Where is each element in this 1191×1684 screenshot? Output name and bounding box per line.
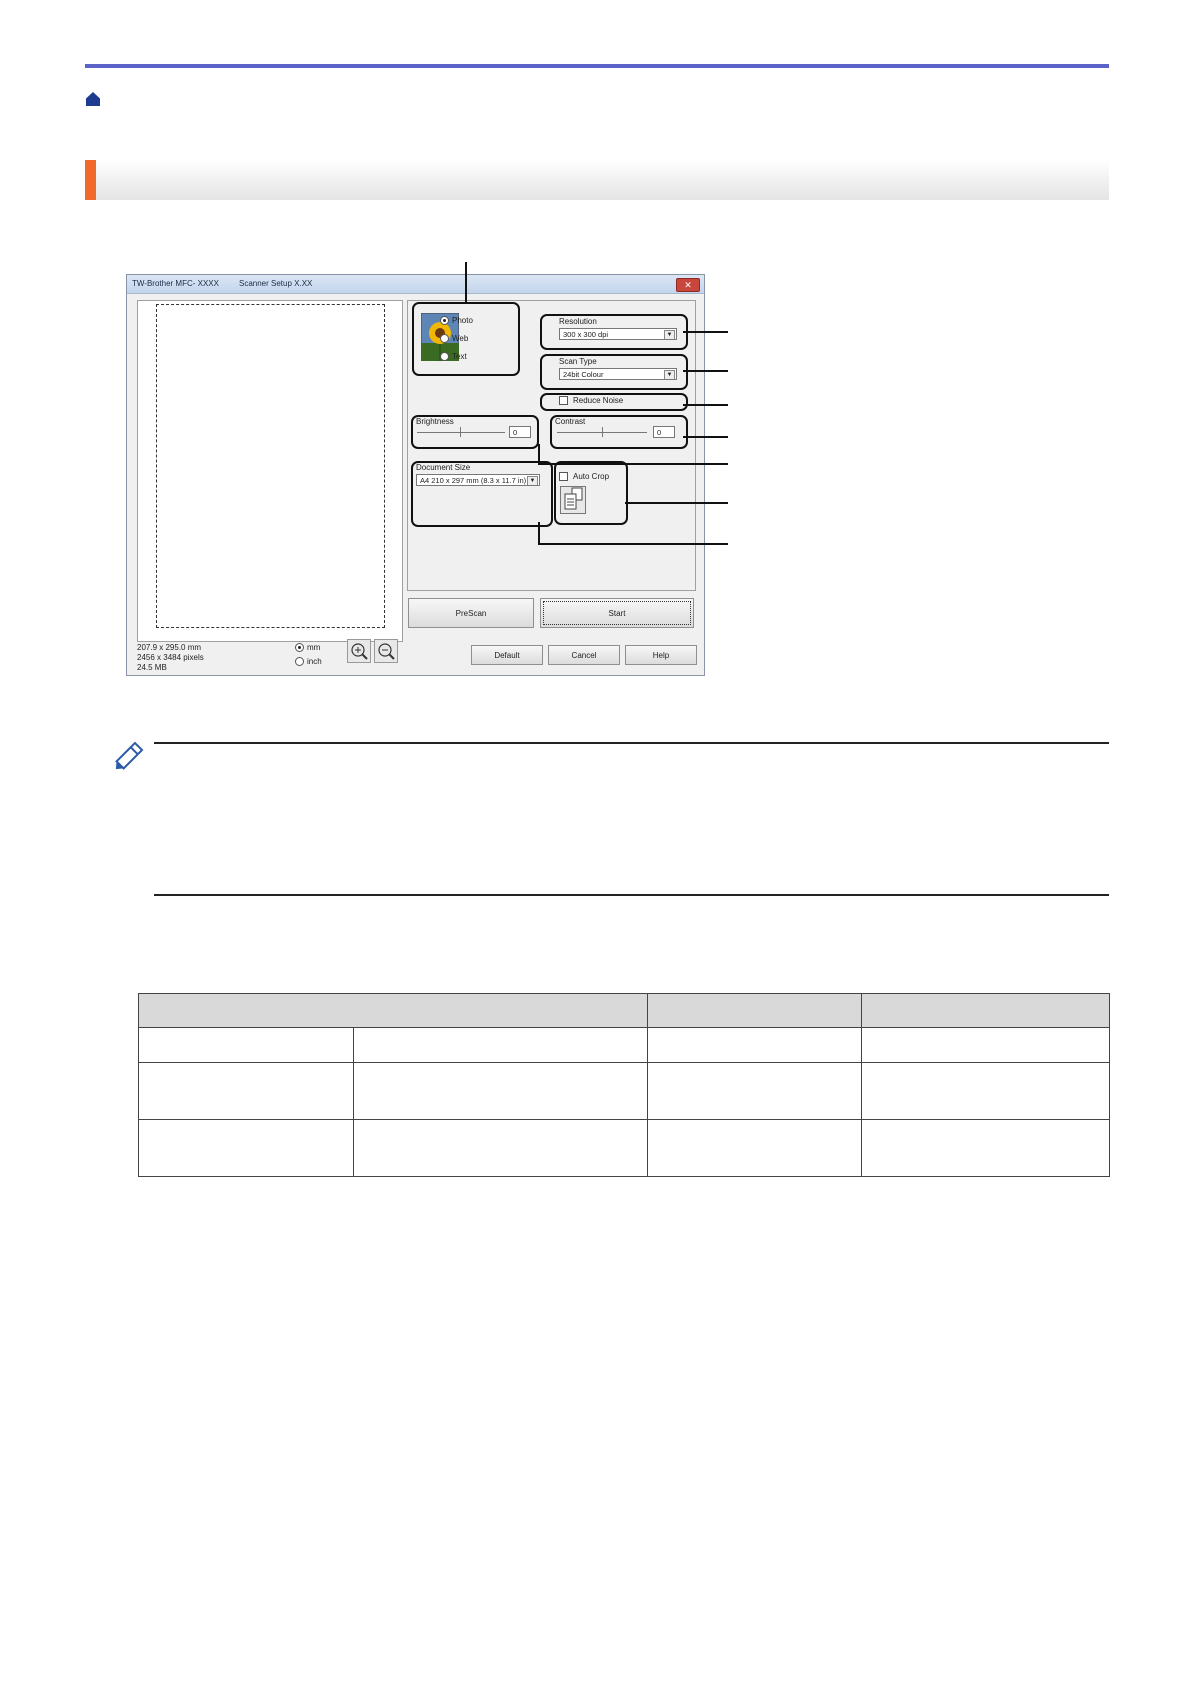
- scan-file-size: 24.5 MB: [137, 663, 167, 672]
- dialog-title-bar: [127, 275, 704, 294]
- scan-size-mm: 207.9 x 295.0 mm: [137, 643, 202, 652]
- auto-crop-checkbox[interactable]: [559, 472, 568, 481]
- scan-mode-photo-label: Photo: [452, 316, 473, 325]
- callout-pointer-scan-type: [683, 370, 728, 372]
- reduce-noise-label: Reduce Noise: [573, 396, 624, 405]
- document-size-value: A4 210 x 297 mm (8.3 x 11.7 in): [420, 476, 527, 485]
- document-size-label: Document Size: [416, 463, 471, 472]
- scan-mode-web-radio[interactable]: [440, 334, 449, 343]
- callout-pointer-reduce-noise: [683, 404, 728, 406]
- dialog-title-version: Scanner Setup X.XX: [239, 279, 313, 288]
- callout-pointer-brightness-v: [538, 444, 540, 464]
- note-bottom-rule: [154, 894, 1109, 896]
- zoom-in-icon: [348, 640, 370, 662]
- brightness-input[interactable]: 0: [509, 426, 531, 438]
- brightness-label: Brightness: [416, 417, 454, 426]
- scan-mode-text-radio[interactable]: [440, 352, 449, 361]
- chevron-down-icon: ▼: [664, 330, 675, 340]
- scan-size-pixels: 2456 x 3484 pixels: [137, 653, 204, 662]
- scan-preview-area[interactable]: [137, 300, 403, 642]
- table-header-cell: [139, 994, 648, 1028]
- resolution-label: Resolution: [559, 317, 597, 326]
- unit-mm-label: mm: [307, 643, 321, 652]
- unit-mm-radio[interactable]: [295, 643, 304, 652]
- zoom-in-button[interactable]: [347, 639, 371, 663]
- table-header-cell: [648, 994, 862, 1028]
- settings-table: [138, 993, 1110, 1177]
- unit-inch-label: inch: [307, 657, 322, 666]
- callout-pointer-contrast: [683, 436, 728, 438]
- contrast-input[interactable]: 0: [653, 426, 675, 438]
- resolution-value: 300 x 300 dpi: [563, 330, 609, 339]
- callout-pointer-document-size: [538, 543, 728, 545]
- callout-pointer-scan-mode: [465, 262, 467, 302]
- scan-mode-text-label: Text: [452, 352, 467, 361]
- reduce-noise-checkbox[interactable]: [559, 396, 568, 405]
- note-top-rule: [154, 742, 1109, 744]
- callout-pointer-auto-crop: [625, 502, 728, 504]
- home-icon[interactable]: [85, 91, 101, 107]
- chevron-down-icon: ▼: [527, 476, 538, 486]
- callout-pointer-resolution: [683, 331, 728, 333]
- prescan-button[interactable]: PreScan: [408, 598, 534, 628]
- help-button[interactable]: Help: [625, 645, 697, 665]
- auto-crop-icon: [560, 486, 586, 514]
- cancel-button[interactable]: Cancel: [548, 645, 620, 665]
- scan-type-value: 24bit Colour: [563, 370, 604, 379]
- section-accent: [85, 160, 96, 200]
- header-rule: [85, 64, 1109, 68]
- start-button[interactable]: Start: [540, 598, 694, 628]
- dialog-title: TW-Brother MFC- XXXX: [132, 279, 219, 288]
- resolution-select[interactable]: [559, 328, 677, 340]
- callout-pointer-document-size-v: [538, 522, 540, 544]
- auto-crop-label: Auto Crop: [573, 472, 610, 481]
- zoom-out-icon: [375, 640, 397, 662]
- pencil-icon: [110, 735, 150, 775]
- document-size-select[interactable]: [416, 474, 540, 486]
- scan-mode-web-label: Web: [452, 334, 469, 343]
- table-row: [139, 1063, 1110, 1120]
- scan-type-select[interactable]: [559, 368, 677, 380]
- chevron-down-icon: ▼: [664, 370, 675, 380]
- callout-pointer-brightness: [538, 463, 728, 465]
- scan-area-frame[interactable]: [156, 304, 385, 628]
- unit-inch-radio[interactable]: [295, 657, 304, 666]
- scan-type-label: Scan Type: [559, 357, 597, 366]
- zoom-out-button[interactable]: [374, 639, 398, 663]
- table-header-cell: [862, 994, 1110, 1028]
- table-row: [139, 1028, 1110, 1063]
- brightness-slider[interactable]: [417, 432, 505, 433]
- default-button[interactable]: Default: [471, 645, 543, 665]
- scanner-setup-dialog: [126, 274, 705, 676]
- brightness-slider-thumb[interactable]: [460, 427, 461, 437]
- table-row: [139, 1120, 1110, 1177]
- contrast-label: Contrast: [555, 417, 586, 426]
- contrast-slider-thumb[interactable]: [602, 427, 603, 437]
- scan-mode-photo-radio[interactable]: [440, 316, 449, 325]
- close-button[interactable]: ✕: [676, 278, 700, 292]
- section-heading-bar: [85, 160, 1109, 200]
